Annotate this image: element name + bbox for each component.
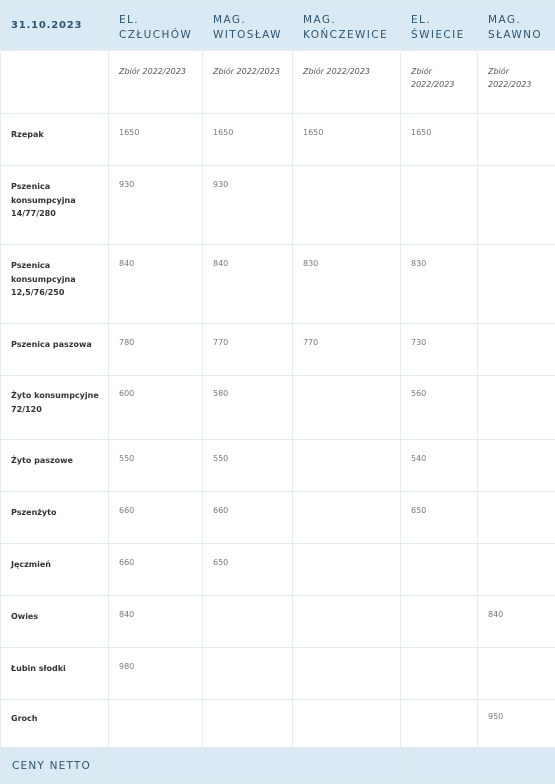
product-name: Pszenica paszowa [1,324,109,376]
product-row [1,596,555,648]
header-row [1,1,555,51]
product-row [1,245,555,324]
price-cell: 560 [401,376,478,440]
price-cell [293,376,401,440]
location-type: MAG. [213,14,246,26]
price-cell [478,114,555,166]
price-cell [401,166,478,245]
season-cell-empty [1,51,109,114]
price-cell: 840 [109,596,203,648]
product-name: Jęczmień [1,544,109,596]
footer-cell [203,748,293,784]
price-cell [293,596,401,648]
price-cell [478,492,555,544]
price-cell: 950 [478,700,555,748]
price-cell: 650 [401,492,478,544]
location-type: MAG. [303,14,336,26]
product-name: Żyto paszowe [1,440,109,492]
price-cell: 780 [109,324,203,376]
price-cell [478,440,555,492]
product-name: Groch [1,700,109,748]
season-row [1,51,555,114]
price-cell: 930 [109,166,203,245]
price-cell: 770 [293,324,401,376]
product-name: Pszenica konsumpcyjna 12,5/76/250 [1,245,109,324]
footer-cell [109,748,203,784]
footer-row [1,748,555,784]
season-cell: Zbiór 2022/2023 [478,51,555,114]
location-type: MAG. [488,14,521,26]
product-row [1,544,555,596]
price-cell: 840 [478,596,555,648]
price-cell [203,596,293,648]
price-cell [401,596,478,648]
price-cell: 830 [293,245,401,324]
product-row [1,492,555,544]
price-cell: 730 [401,324,478,376]
product-row [1,700,555,748]
location-name: CZŁUCHÓW [119,29,192,41]
season-cell: Zbiór 2022/2023 [203,51,293,114]
price-cell: 660 [203,492,293,544]
location-name: SŁAWNO [488,29,542,41]
location-name: KOŃCZEWICE [303,29,388,41]
price-cell: 980 [109,648,203,700]
location-name: WITOSŁAW [213,29,282,41]
product-row [1,166,555,245]
price-cell [478,544,555,596]
location-header [109,1,203,51]
price-cell [401,648,478,700]
price-cell [478,376,555,440]
price-cell: 1650 [401,114,478,166]
season-cell: Zbiór 2022/2023 [293,51,401,114]
price-cell: 1650 [203,114,293,166]
product-row [1,324,555,376]
price-cell [293,492,401,544]
footer-cell [401,748,478,784]
location-type: EL. [119,14,139,26]
footer-label: CENY NETTO [1,748,109,784]
product-row [1,376,555,440]
price-cell [293,440,401,492]
price-cell: 930 [203,166,293,245]
price-cell [203,700,293,748]
price-cell: 550 [109,440,203,492]
product-name: Pszenica konsumpcyjna 14/77/280 [1,166,109,245]
price-cell [478,324,555,376]
price-cell [401,544,478,596]
price-cell [293,544,401,596]
season-cell: Zbiór 2022/2023 [109,51,203,114]
price-cell: 1650 [293,114,401,166]
price-cell: 580 [203,376,293,440]
location-header [203,1,293,51]
price-cell: 770 [203,324,293,376]
footer-cell [478,748,555,784]
product-name: Owies [1,596,109,648]
price-cell: 660 [109,544,203,596]
price-cell: 660 [109,492,203,544]
product-row [1,440,555,492]
product-row [1,648,555,700]
price-cell: 840 [203,245,293,324]
price-cell: 1650 [109,114,203,166]
price-cell: 830 [401,245,478,324]
product-name: Łubin słodki [1,648,109,700]
season-cell: Zbiór 2022/2023 [401,51,478,114]
price-cell: 600 [109,376,203,440]
price-cell: 550 [203,440,293,492]
price-cell [478,166,555,245]
price-cell [293,700,401,748]
product-name: Rzepak [1,114,109,166]
product-name: Żyto konsumpcyjne 72/120 [1,376,109,440]
price-cell [293,648,401,700]
price-cell: 650 [203,544,293,596]
price-cell [109,700,203,748]
product-name: Pszenżyto [1,492,109,544]
location-name: ŚWIECIE [411,29,465,41]
price-cell: 840 [109,245,203,324]
location-header [401,1,478,51]
location-header [478,1,555,51]
price-cell [401,700,478,748]
price-cell [478,648,555,700]
price-cell [478,245,555,324]
location-type: EL. [411,14,431,26]
price-cell: 540 [401,440,478,492]
footer-cell [293,748,401,784]
price-cell [293,166,401,245]
date-header: 31.10.2023 [1,1,109,51]
location-header [293,1,401,51]
price-cell [203,648,293,700]
product-row [1,114,555,166]
